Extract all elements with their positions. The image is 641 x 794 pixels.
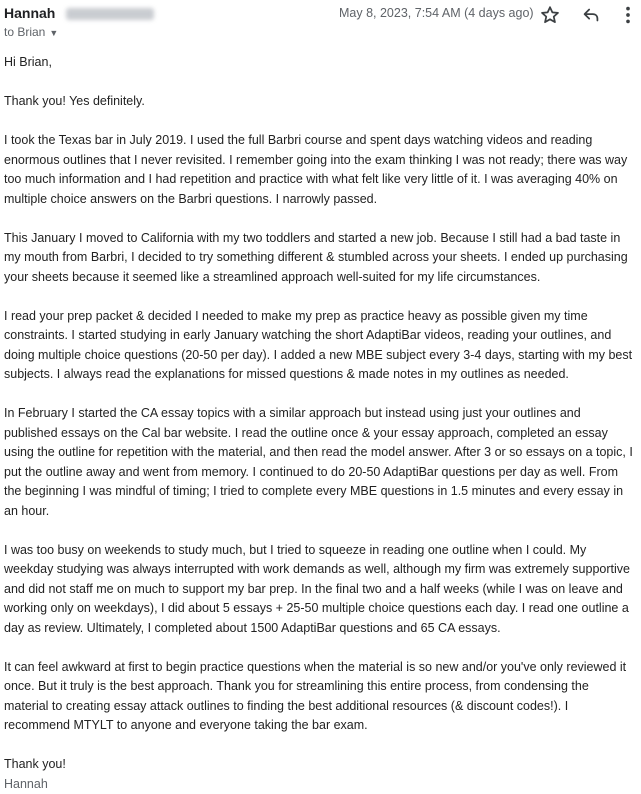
closing: Thank you!: [4, 757, 66, 771]
paragraph-1: Thank you! Yes definitely.: [4, 94, 145, 108]
paragraph-7: It can feel awkward at first to begin practice questions when the material is so new and/or you've only reviewed it once. But it truly is the best approach. Thank you for streamlining this entire process, from condensing the material to creating essay attack outlines to finding the best additional resources (& discount codes!). I recommend MTYLT to anyone and everyone taking the bar exam.: [4, 659, 627, 732]
greeting: Hi Brian,: [4, 55, 52, 69]
paragraph-6: I was too busy on weekends to study much, but I tried to squeeze in reading one outline when I could. My weekday studying was always interrupted with work demands as well, although my firm was extremely supportive and did not staff me on much to support my bar prep. In the final two and a half weeks (while I was on leave and working only on weekdays), I did about 5 essays + 25-50 multiple choice questions each day. I read one outline a day as review. Ultimately, I completed about 1500 AdaptiBar questions and 65 CA essays.: [4, 542, 630, 635]
paragraph-5: In February I started the CA essay topics with a similar approach but instead using just your outlines and published essays on the Cal bar website. I read the outline once & your essay approach, completed an essay using the outline for repetition with the material, and then read the model answer. After 3 or so essays on a topic, I put the outline away and went from memory. I continued to do 20-50 AdaptiBar questions per day as well. From the beginning I was mindful of timing; I tried to complete every MBE questions in 1.5 minutes and every essay in an hour.: [4, 406, 633, 518]
sender-name[interactable]: Hannah: [4, 5, 56, 21]
message-date: May 8, 2023, 7:54 AM (4 days ago): [339, 6, 534, 20]
reply-icon[interactable]: [580, 4, 602, 26]
recipient-label: to Brian: [4, 25, 46, 39]
paragraph-3: This January I moved to California with my two toddlers and started a new job. Because I still had a bad taste in my mouth from Barbri, I decided to try something different & stumbled across your sheets. I ended up purchasing your sheets because it seemed like a streamlined approach well-suited for my life circumstances.: [4, 230, 628, 284]
paragraph-4: I read your prep packet & decided I needed to make my prep as practice heavy as possible given my time constraints. I started studying in early January watching the short AdaptiBar videos, reading your outlines, and doing multiple choice questions (20-50 per day). I added a new MBE subject every 3-4 days, starting with my best subjects. I always read the explanations for missed questions & made notes in my outlines as needed.: [4, 308, 633, 381]
star-icon[interactable]: [539, 4, 561, 26]
paragraph-2: I took the Texas bar in July 2019. I used the full Barbri course and spent days watching videos and reading enormous outlines that I never revisited. I remember going into the exam thinking I was not ready; there was way too much information and I had repetition and practice with what felt like very little of it. I was averaging 40% on multiple choice answers on the Barbri questions. I narrowly passed.: [4, 133, 628, 206]
sender-email-redacted: [66, 8, 154, 20]
signature: Hannah: [4, 776, 48, 791]
recipient-line[interactable]: [4, 25, 58, 39]
chevron-down-icon[interactable]: ▼: [49, 28, 59, 38]
message-body: [4, 53, 636, 794]
message-header: [0, 0, 641, 46]
more-vert-icon[interactable]: [617, 4, 639, 26]
